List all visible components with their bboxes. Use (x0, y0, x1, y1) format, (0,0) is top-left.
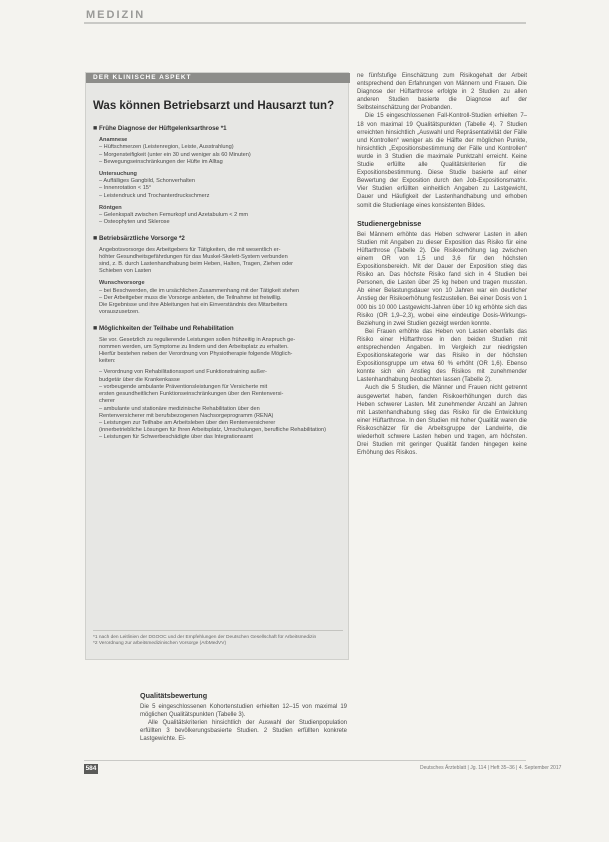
box-line: – vorbeugende ambulante Präventionsleistungen für Versicherte mit (99, 383, 268, 390)
box-line: – Leistungen für Schwerbeschädigte über das Integrationsamt (99, 434, 253, 441)
box-line: sind, z. B. durch Lastenhandhabung beim Heben, Halten, Tragen, Ziehen oder (99, 261, 294, 268)
quality-heading: Qualitätsbewertung (140, 691, 208, 700)
left-bottom-paragraph-1: Die 5 eingeschlossenen Kohortenstudien erhielten 12–15 von maximal 19 möglichen Qualitätspunkten (Tabelle 3). (140, 704, 347, 719)
box-line: – Hüftschmerzen (Leistenregion, Leiste, Ausstrahlung) (99, 144, 234, 151)
section-header: MEDIZIN (86, 9, 146, 21)
box-section-title: Frühe Diagnose der Hüftgelenksarthrose *1 (99, 125, 227, 132)
right-paragraph-3: Bei Männern erhöhte das Heben schwerer Lasten in allen Studien mit Angaben zu dieser Exposition das Risiko für eine Hüftarthrose (Tabelle 2). Die Risikoerhöhung lag zwischen einem OR von 1,5 und 3,6 für den höchsten Expositionsbereich. Mit der Dauer der Exposition stieg das Risiko an. Das höchste Risiko fand sich in 4 Studien bei Personen, die Lasten über 25 kg heben und tragen mussten. Ab einer Belastungsdauer von 10 Jahren war ein deutlicher Anstieg der Risikoerhöhung festzustellen. Bei einer Dosis von 1 000 bis 10 000 Lastgewicht-Jahren über 10 kg erhöhte sich das Risiko (OR 1,9–2,3), wobei eine eindeutige Dosis-Wirkungs-Beziehung in zwei Studien gezeigt werden konnte. (357, 231, 527, 327)
box-line: Schieben von Lasten (99, 268, 152, 275)
box-line: – Gelenkspalt zwischen Femurkopf und Azetabulum < 2 mm (99, 212, 249, 219)
box-line: – Auffälliges Gangbild, Schonverhalten (99, 178, 195, 185)
box-line: – Morgensteifigkeit (unter ein 30 und weniger als 60 Minuten) (99, 151, 251, 158)
box-subheading: Wunschvorsorge (99, 280, 145, 287)
box-line: budgetär über die Krankenkasse (99, 376, 180, 383)
box-line: Angebotsvorsorge des Arbeitgebers für Tätigkeiten, die mit wesentlich er- (99, 246, 281, 253)
square-bullet-icon: ■ (93, 325, 98, 333)
box-section (93, 235, 343, 242)
right-paragraph-1: ne fünfstufige Einschätzung zum Risikogehalt der Arbeit entsprechend den Erfahrungen von Männern und Frauen. Die Diagnose der Hüftarthrose erfolgte in 2 Studien zu allen anderen Studien basierte die Diagnose auf der Selbsteinschätzung der Probanden. (357, 73, 527, 112)
left-bottom-text (140, 692, 347, 744)
box-subheading: Röntgen (99, 204, 122, 211)
box-line: Die Ergebnisse und ihre Ableitungen hat ein Einverständnis des Mitarbeiters (99, 302, 288, 309)
box-line: – Leistendruck und Trochanterdruckschmerz (99, 192, 210, 199)
box-line: – Verordnung von Rehabilitationssport und Funktionstraining außer- (99, 369, 267, 376)
box-line: Sie vor. Gesetzlich zu regulierende Leistungen sollen frühzeitig in Anspruch ge- (99, 336, 296, 343)
box-section-body (99, 333, 343, 442)
header-rule (84, 22, 526, 24)
box-footnote: *1 nach den Leitlinien der DGOOC und der Empfehlungen der Deutschen Gesellschaft für Arbeitsmedizin (93, 635, 317, 640)
right-paragraph-4: Bei Frauen erhöhte das Heben von Lasten ebenfalls das Risiko einer Hüftarthrose in den beiden Studien mit entsprechenden Angaben. Im Vergleich zur niedrigsten Expositionskategorie war das Risiko in der höchsten Expositionsgruppe um etwa 60 % erhöht (OR 1,6). Ebenso konnte sich ein Anstieg des Risikos mit zunehmender Lastenhandhabung beobachten lassen (Tabelle 2). (357, 328, 527, 384)
box-subheading: Untersuchung (99, 171, 137, 178)
page-number: 584 (85, 765, 97, 772)
box-tag: DER KLINISCHE ASPEKT (86, 73, 350, 83)
box-line: nommen werden, um Symptome zu lindern und den Arbeitsplatz zu erhalten. (99, 343, 289, 350)
box-section-body (99, 243, 343, 317)
box-title: Was können Betriebsarzt und Hausarzt tun? (93, 100, 335, 112)
box-line: – Leistungen zur Teilhabe am Arbeitsleben über den Rentenversicherer (99, 419, 276, 426)
right-paragraph-2: Die 15 eingeschlossenen Fall-Kontroll-Studien erhielten 7–18 von maximal 19 Qualitätspunkten (Tabelle 4). 7 Studien erreichten hinsichtlich „Auswahl und Repräsentativität der Fälle und Kontrollen“ weniger als die Hälfte der möglichen Punkte, hinsichtlich „Expositionsbestimmung der Fälle und Kontrollen“ wurde in 3 Studien die maximale Punktzahl erreicht. Keine Studie erfüllte alle Qualitätskriterien für die Expositionsbestimmung. Diese Studie basierte auf einer Bewertung der Exposition durch den Job-Expositionsmatrix. Vier Studien erfüllten einheitlich Angaben zu Lastgewicht, Dauer und Häufigkeit der Lastenhandhabung und erhoben somit die Studienlage eines konsistenten Bildes. (357, 113, 527, 209)
box-footnote: *2 Verordnung zur arbeitsmedizinischen Vorsorge (ArbMedVV) (93, 641, 227, 646)
box-line: cherer (99, 398, 115, 405)
box-line: – ambulante und stationäre medizinische Rehabilitation über den (99, 405, 260, 412)
box-line: Rentenversicherer mit berufsbezogenen Nachsorgeprogramm (RENA) (99, 412, 274, 419)
box-line: – Der Arbeitgeber muss die Vorsorge anbieten, die Teilnahme ist freiwillig. (99, 294, 282, 301)
box-section-title: Möglichkeiten der Teilhabe und Rehabilitation (99, 325, 234, 333)
left-bottom-paragraph-2: Alle Qualitätskriterien hinsichtlich der Auswahl der Studienpopulation erfüllten 3 bevölkerungsbasierte Studien. 2 Studien erfüllten konkrete Lastgewichte. Ei- (140, 720, 347, 743)
box-line: – bei Beschwerden, die im ursächlichen Zusammenhang mit der Tätigkeit stehen (99, 287, 300, 294)
footer-rule (84, 760, 526, 761)
box-line: – Innenrotation < 15° (99, 185, 152, 192)
box-line: keiten: (99, 358, 116, 365)
box-line: Hierfür bestehen neben der Verordnung von Physiotherapie folgende Möglich- (99, 351, 293, 358)
journal-citation: Deutsches Ärzteblatt | Jg. 114 | Heft 35–36 | 4. September 2017 (420, 765, 562, 771)
box-subheading: Anamnese (99, 137, 128, 144)
box-line: ersten gesundheitlichen Funktionseinschränkungen über den Rentenversi- (99, 391, 284, 398)
right-paragraph-5: Auch die 5 Studien, die Männer und Frauen nicht getrennt ausgewertet haben, fanden Risikoerhöhungen durch das Heben schwerer Lasten. Mit zunehmender Anzahl an Jahren mit Lastenhandhabung stieg das Risiko für die Entwicklung einer Hüftarthrose. In den Studien mit hoher Qualität waren die Risikoschätzer für die Arbeitsgruppe der Landwirte, die wiederholt schwere Lasten heben und tragen, am höchsten. Drei Studien mit geringer Qualität fanden hingegen keine Erhöhung des Risikos. (357, 385, 527, 457)
box-section (93, 125, 343, 132)
box-section-title: Betriebsärztliche Vorsorge *2 (99, 235, 185, 243)
box-section-body (99, 137, 343, 226)
box-line: – Bewegungseinschränkungen der Hüfte im Alltag (99, 158, 223, 165)
footnote-rule (93, 630, 343, 631)
box-line: (innerbetriebliche Lösungen für Ihren Arbeitsplatz, Umschulungen, berufliche Rehabilitation) (99, 427, 326, 434)
box-line: höhter Gesundheitsgefährdungen für das Muskel-Skelett-System verbunden (99, 253, 288, 260)
results-heading: Studienergebnisse (357, 218, 422, 228)
square-bullet-icon: ■ (93, 125, 98, 132)
box-line: vorauszusetzen. (99, 309, 140, 316)
box-footnotes (93, 635, 343, 647)
box-section (93, 325, 343, 332)
clinical-aspect-box (85, 72, 349, 660)
box-content (93, 121, 343, 442)
right-column (357, 72, 527, 457)
box-line: – Osteophyten und Sklerose (99, 219, 170, 226)
square-bullet-icon: ■ (93, 235, 98, 243)
